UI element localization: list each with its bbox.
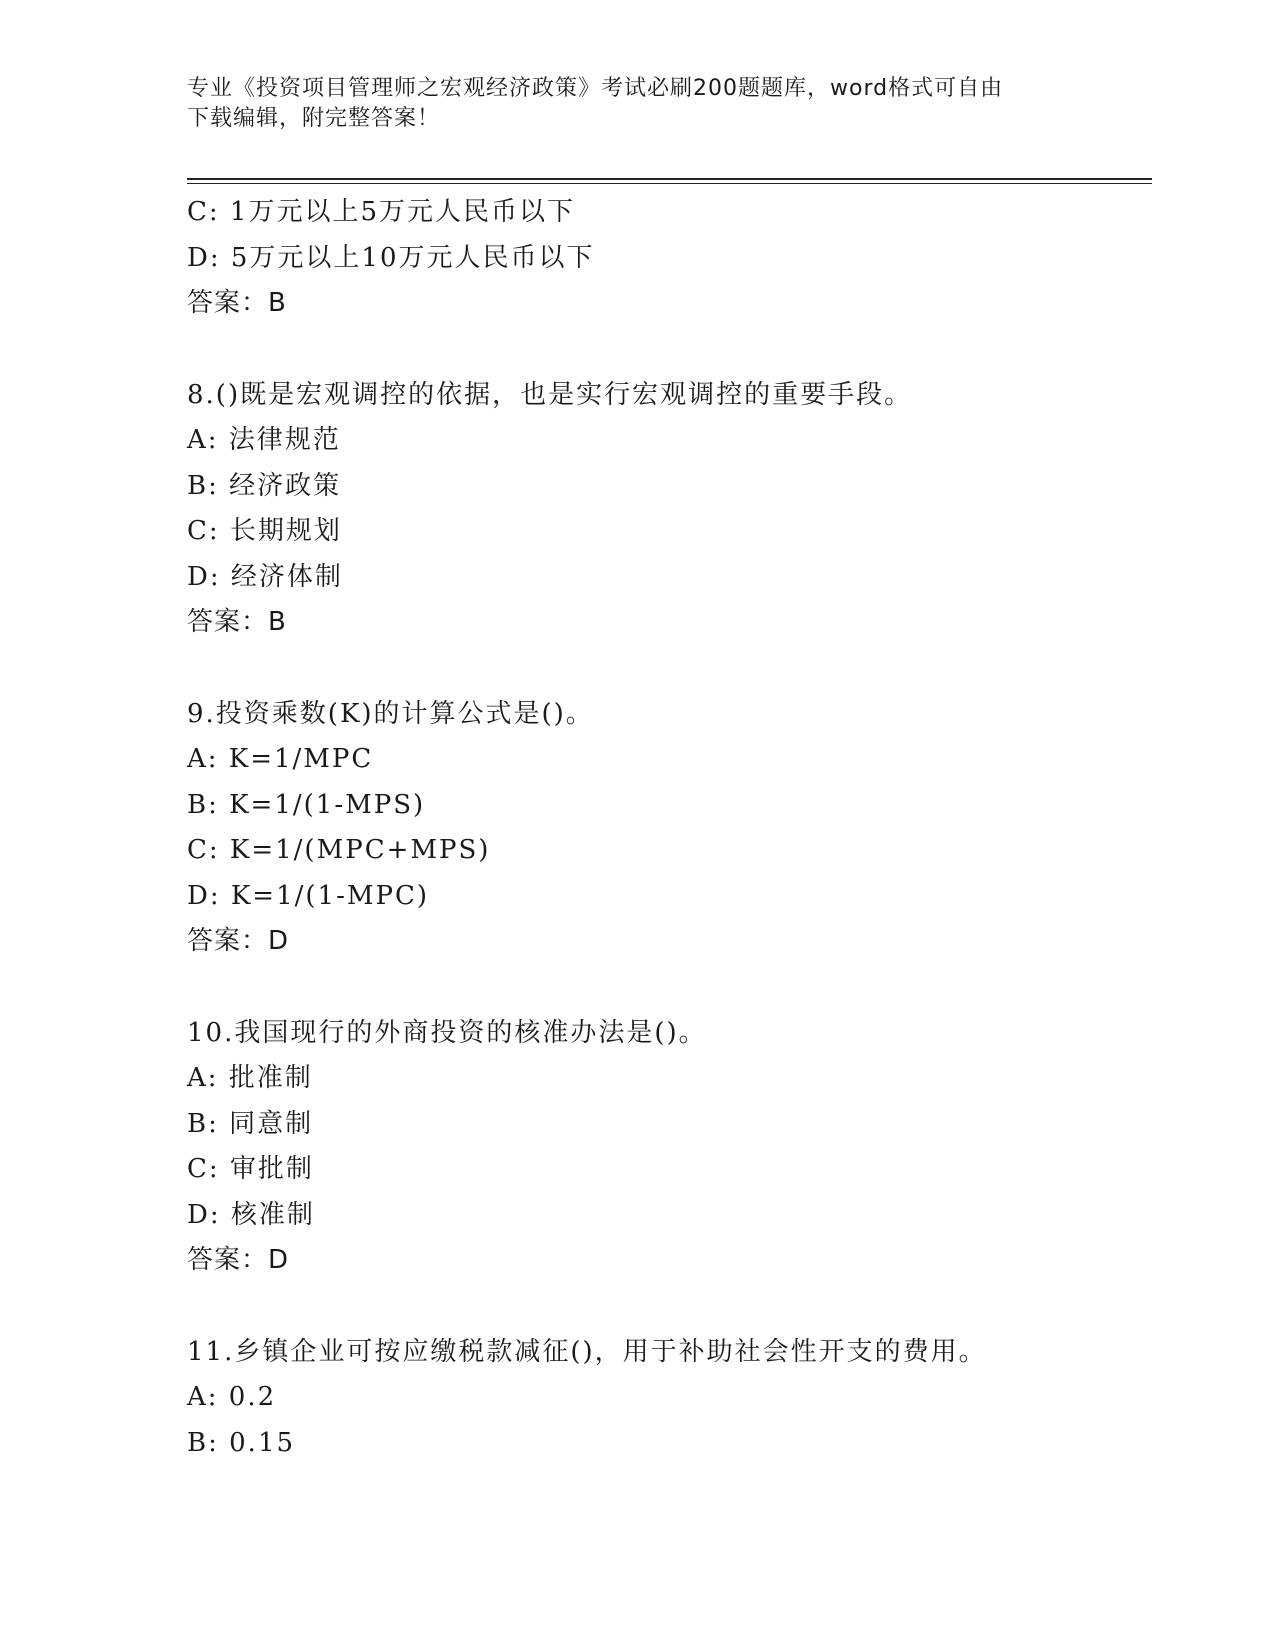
option-c: C: K=1/(MPC+MPS) — [187, 835, 491, 865]
option-d: D: 5万元以上10万元人民币以下 — [187, 242, 595, 273]
option-c: C: 审批制 — [187, 1154, 314, 1184]
option-d: D: K=1/(1-MPC) — [187, 880, 430, 911]
answer-line: 答案：D — [187, 926, 290, 956]
answer-line: 答案：D — [187, 1245, 290, 1275]
document-header — [187, 74, 1087, 134]
option-b: B: 0.15 — [187, 1427, 296, 1458]
question-block-7 — [187, 190, 1152, 327]
header-line-2: 下载编辑，附完整答案！ — [187, 106, 441, 131]
option-b: B: 经济政策 — [187, 470, 342, 501]
question-stem: 11.乡镇企业可按应缴税款减征()，用于补助社会性开支的费用。 — [187, 1336, 987, 1367]
question-stem: 8.()既是宏观调控的依据，也是实行宏观调控的重要手段。 — [187, 379, 913, 410]
answer-line: 答案：B — [187, 607, 287, 637]
option-a: A: 法律规范 — [187, 425, 341, 455]
option-b: B: 同意制 — [187, 1108, 314, 1139]
option-b: B: K=1/(1-MPS) — [187, 789, 426, 820]
option-c: C: 长期规划 — [187, 516, 342, 546]
question-block-8 — [187, 373, 1152, 646]
question-stem: 10.我国现行的外商投资的核准办法是()。 — [187, 1017, 707, 1048]
option-c: C: 1万元以上5万元人民币以下 — [187, 197, 576, 227]
option-d: D: 经济体制 — [187, 561, 343, 592]
question-block-10 — [187, 1011, 1152, 1284]
question-block-9 — [187, 692, 1152, 965]
header-line-1: 专业《投资项目管理师之宏观经济政策》考试必刷200题题库，word格式可自由 — [187, 76, 1004, 101]
option-a: A: 0.2 — [187, 1382, 277, 1412]
option-a: A: K=1/MPC — [187, 744, 374, 774]
option-a: A: 批准制 — [187, 1063, 313, 1093]
question-list — [187, 190, 1152, 1466]
header-rule-thin — [187, 183, 1152, 184]
answer-line: 答案：B — [187, 288, 287, 318]
option-d: D: 核准制 — [187, 1199, 315, 1230]
question-stem: 9.投资乘数(K)的计算公式是()。 — [187, 698, 594, 729]
question-block-11 — [187, 1330, 1152, 1467]
header-rule-thick — [187, 178, 1152, 180]
